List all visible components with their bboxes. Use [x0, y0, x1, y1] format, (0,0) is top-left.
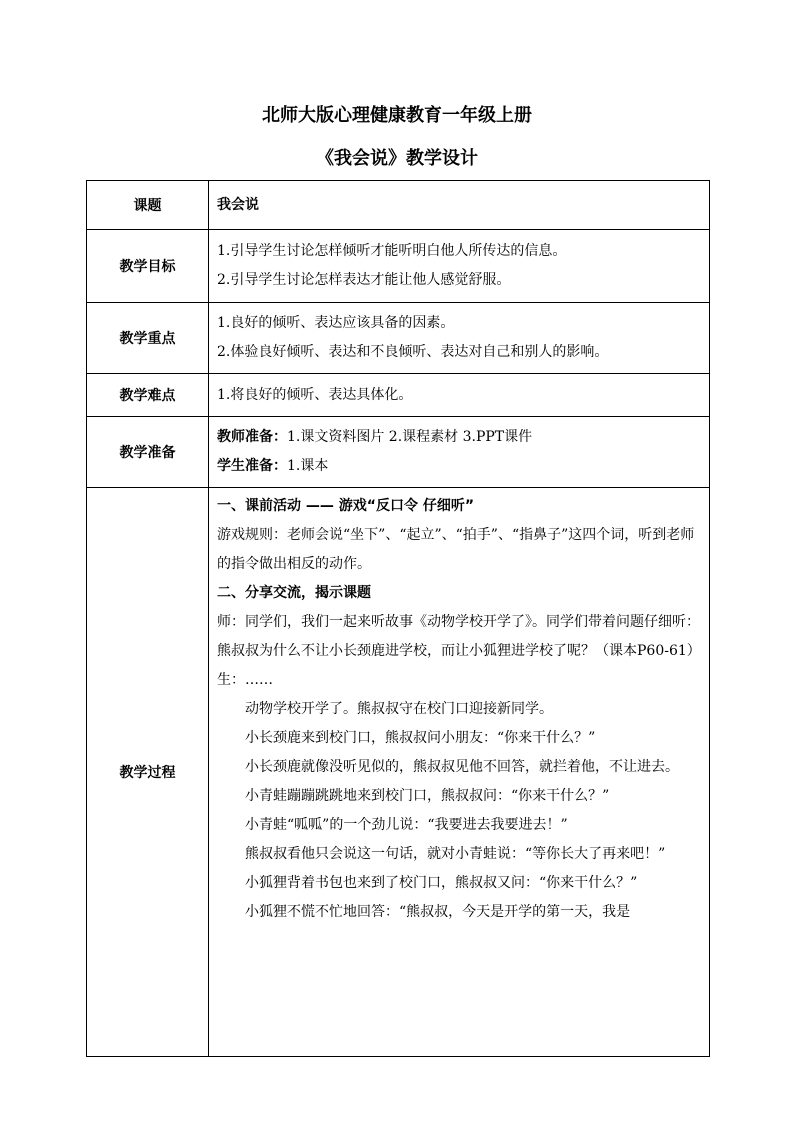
goal-item: 1.引导学生讨论怎样倾听才能听明白他人所传达的信息。: [217, 243, 567, 259]
story-paragraph: 小狐狸不慌不忙地回答：“熊叔叔，今天是开学的第一天，我是: [245, 904, 631, 920]
table-row: [87, 488, 710, 1057]
process-label: 教学过程: [87, 488, 209, 1057]
lesson-plan-table: [86, 180, 710, 1057]
document-subtitle: 《我会说》教学设计: [316, 148, 478, 169]
preparation-label: 教学准备: [87, 417, 209, 488]
section-heading: 一、课前活动 —— 游戏“反口令 仔细听”: [217, 498, 475, 514]
table-row: [87, 417, 710, 488]
student-preparation: [217, 452, 707, 481]
topic-label: 课题: [87, 181, 209, 230]
story-paragraph: 小狐狸背着书包也来到了校门口，熊叔叔又问：“你来干什么？”: [245, 875, 638, 891]
goals-content: [209, 230, 710, 303]
process-content: [209, 488, 710, 1057]
story-paragraph: 小青蛙“呱呱”的一个劲儿说：“我要进去我要进去！”: [245, 817, 568, 833]
teacher-intro: 师：同学们，我们一起来听故事《动物学校开学了》。同学们带着问题仔细听：熊叔叔为什么不让小长颈鹿进学校，而让小狐狸进学校了呢？（课本P60-61）: [217, 614, 701, 659]
key-point-item: 1.良好的倾听、表达应该具备的因素。: [217, 315, 455, 331]
game-rules: 游戏规则：老师会说“坐下”、“起立”、“拍手”、“指鼻子”这四个词，听到老师的指令做出相反的动作。: [217, 527, 695, 572]
student-reply: 生：……: [217, 672, 273, 688]
key-points-content: [209, 303, 710, 374]
story-paragraph: 熊叔叔看他只会说这一句话，就对小青蛙说：“等你长大了再来吧！”: [245, 846, 666, 862]
teacher-prep-label: 教师准备：: [217, 429, 287, 445]
table-row: [87, 181, 710, 230]
story-paragraph: 小长颈鹿就像没听见似的，熊叔叔见他不回答，就拦着他，不让进去。: [245, 759, 679, 775]
section-heading: 二、分享交流，揭示课题: [217, 585, 371, 601]
table-row: [87, 230, 710, 303]
key-point-item: 2.体验良好倾听、表达和不良倾听、表达对自己和别人的影响。: [217, 344, 609, 360]
student-prep-value: 1.课本: [287, 458, 329, 474]
story-paragraph: 小青蛙蹦蹦跳跳地来到校门口，熊叔叔问：“你来干什么？”: [245, 788, 610, 804]
difficulty-content: [209, 374, 710, 417]
story-paragraph: 动物学校开学了。熊叔叔守在校门口迎接新同学。: [245, 701, 553, 717]
student-prep-label: 学生准备：: [217, 458, 287, 474]
table-row: [87, 374, 710, 417]
topic-value: 我会说: [209, 181, 710, 230]
table-row: [87, 303, 710, 374]
teacher-preparation: [217, 423, 707, 452]
difficulty-item: 1.将良好的倾听、表达具体化。: [217, 386, 413, 403]
goal-item: 2.引导学生讨论怎样表达才能让他人感觉舒服。: [217, 272, 511, 288]
teacher-prep-value: 1.课文资料图片 2.课程素材 3.PPT课件: [287, 429, 533, 445]
preparation-content: [209, 417, 710, 488]
difficulty-label: 教学难点: [87, 374, 209, 417]
key-points-label: 教学重点: [87, 303, 209, 374]
document-title: 北师大版心理健康教育一年级上册: [262, 105, 532, 126]
story-paragraph: 小长颈鹿来到校门口，熊叔叔问小朋友：“你来干什么？”: [245, 730, 596, 746]
goals-label: 教学目标: [87, 230, 209, 303]
